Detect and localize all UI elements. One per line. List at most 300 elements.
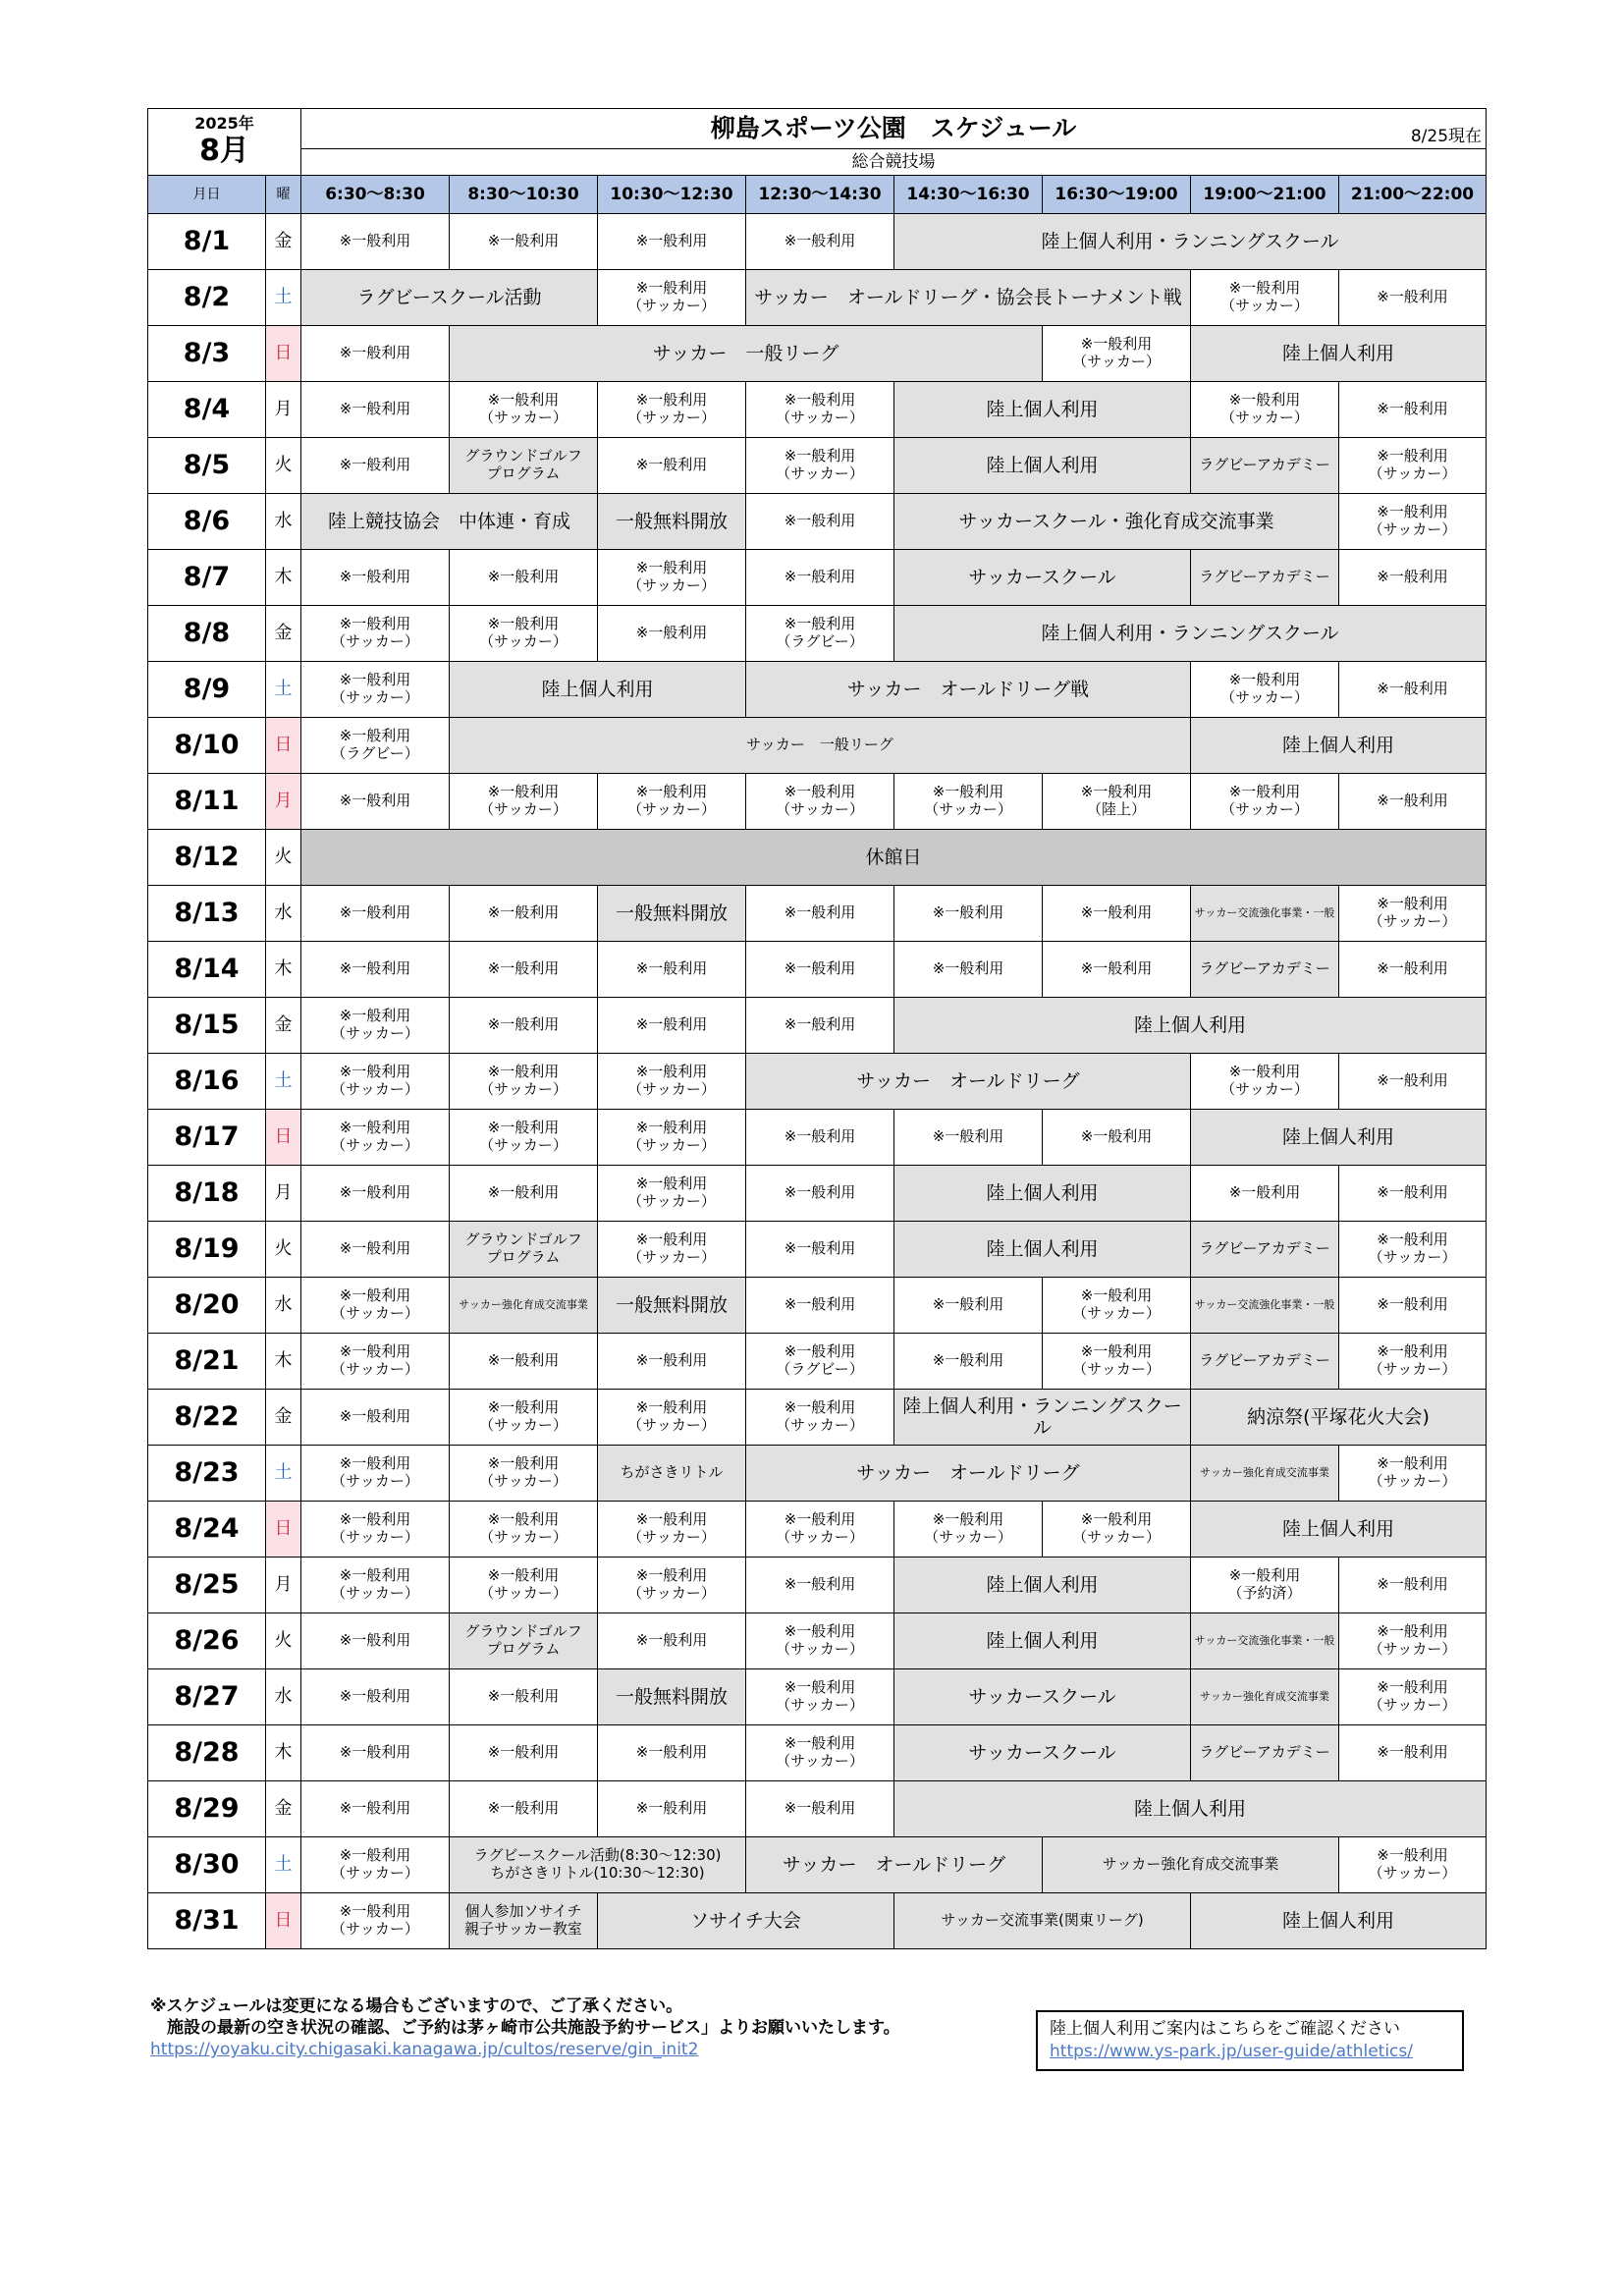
column-header-slot: 19:00～21:00	[1191, 176, 1339, 214]
schedule-cell: ※一般利用	[1339, 774, 1487, 830]
schedule-cell: ※一般利用	[301, 1613, 450, 1669]
schedule-cell: ※一般利用 （サッカー）	[1043, 1502, 1191, 1558]
weekday-cell: 木	[266, 550, 301, 606]
schedule-cell: サッカー オールドリーグ・協会長トーナメント戦	[746, 270, 1191, 326]
table-row	[148, 1502, 1487, 1558]
schedule-cell: ※一般利用 （ラグビー）	[746, 1334, 894, 1390]
schedule-cell: ※一般利用 （サッカー）	[598, 270, 746, 326]
schedule-cell: ※一般利用 （サッカー）	[1339, 886, 1487, 942]
month-label: 8月	[199, 134, 249, 169]
schedule-cell: ※一般利用 （サッカー）	[301, 1110, 450, 1166]
schedule-cell: ※一般利用 （サッカー）	[301, 662, 450, 718]
table-row	[148, 270, 1487, 326]
column-header-slot: 21:00～22:00	[1339, 176, 1487, 214]
weekday-cell: 木	[266, 1725, 301, 1781]
weekday-cell: 土	[266, 662, 301, 718]
schedule-cell: ※一般利用	[301, 1166, 450, 1222]
table-row	[148, 1222, 1487, 1278]
schedule-cell: ※一般利用 （サッカー）	[450, 1054, 598, 1110]
weekday-cell: 土	[266, 1446, 301, 1502]
date-cell: 8/7	[148, 550, 266, 606]
table-row	[148, 1390, 1487, 1446]
schedule-cell: ※一般利用	[450, 1166, 598, 1222]
schedule-cell: ラグビーアカデミー	[1191, 1334, 1339, 1390]
schedule-cell: ※一般利用	[1339, 1054, 1487, 1110]
schedule-cell: サッカー オールドリーグ戦	[746, 662, 1191, 718]
schedule-cell: ※一般利用	[598, 438, 746, 494]
date-cell: 8/1	[148, 214, 266, 270]
schedule-cell: ※一般利用	[450, 214, 598, 270]
schedule-cell: ※一般利用	[598, 1725, 746, 1781]
weekday-cell: 火	[266, 1222, 301, 1278]
schedule-cell: ※一般利用	[598, 942, 746, 998]
weekday-cell: 金	[266, 1781, 301, 1837]
schedule-cell: ※一般利用	[450, 550, 598, 606]
table-row	[148, 214, 1487, 270]
table-row	[148, 886, 1487, 942]
weekday-cell: 木	[266, 1334, 301, 1390]
schedule-cell: ※一般利用	[746, 1166, 894, 1222]
schedule-cell: ※一般利用	[746, 1222, 894, 1278]
schedule-cell: ※一般利用	[1339, 1166, 1487, 1222]
weekday-cell: 月	[266, 1166, 301, 1222]
schedule-cell: 陸上個人利用	[894, 1781, 1487, 1837]
date-cell: 8/3	[148, 326, 266, 382]
schedule-cell: ※一般利用	[301, 326, 450, 382]
schedule-cell: ※一般利用 （サッカー）	[450, 774, 598, 830]
date-cell: 8/26	[148, 1613, 266, 1669]
table-row	[148, 1781, 1487, 1837]
weekday-cell: 日	[266, 1893, 301, 1949]
schedule-cell: ※一般利用	[1191, 1166, 1339, 1222]
table-row	[148, 718, 1487, 774]
schedule-cell: ※一般利用 （サッカー）	[1191, 382, 1339, 438]
schedule-cell: ちがさきリトル	[598, 1446, 746, 1502]
schedule-cell: サッカー交流事業(関東リーグ)	[894, 1893, 1191, 1949]
schedule-cell: ※一般利用 （サッカー）	[598, 1390, 746, 1446]
column-header-date: 月日	[148, 176, 266, 214]
schedule-cell: ※一般利用 （サッカー）	[598, 1502, 746, 1558]
schedule-cell: サッカー交流強化事業・一般	[1191, 1278, 1339, 1334]
schedule-cell: ※一般利用	[894, 1334, 1043, 1390]
weekday-cell: 金	[266, 606, 301, 662]
date-cell: 8/18	[148, 1166, 266, 1222]
schedule-cell: ※一般利用	[746, 1781, 894, 1837]
schedule-cell: ※一般利用 （サッカー）	[746, 1502, 894, 1558]
year-label: 2025年	[194, 114, 254, 134]
weekday-cell: 木	[266, 942, 301, 998]
schedule-cell: ※一般利用 （サッカー）	[1191, 270, 1339, 326]
schedule-cell: ※一般利用 （サッカー）	[301, 1893, 450, 1949]
date-cell: 8/28	[148, 1725, 266, 1781]
schedule-cell: ※一般利用 （サッカー）	[450, 1558, 598, 1613]
weekday-cell: 日	[266, 326, 301, 382]
schedule-cell: 納涼祭(平塚花火大会)	[1191, 1390, 1487, 1446]
schedule-cell: サッカー強化育成交流事業	[450, 1278, 598, 1334]
date-cell: 8/11	[148, 774, 266, 830]
reservation-link[interactable]: https://yoyaku.city.chigasaki.kanagawa.jp/cultos/reserve/gin_init2	[150, 2040, 699, 2060]
schedule-cell: ※一般利用 （サッカー）	[1043, 1278, 1191, 1334]
schedule-cell: ※一般利用 （予約済）	[1191, 1558, 1339, 1613]
table-row	[148, 494, 1487, 550]
weekday-cell: 日	[266, 1110, 301, 1166]
schedule-cell: ※一般利用 （サッカー）	[301, 1334, 450, 1390]
schedule-cell: ※一般利用	[598, 1613, 746, 1669]
schedule-cell: ラグビーアカデミー	[1191, 942, 1339, 998]
schedule-cell: ※一般利用	[450, 998, 598, 1054]
schedule-cell: サッカー オールドリーグ	[746, 1446, 1191, 1502]
schedule-cell: ※一般利用 （サッカー）	[450, 1390, 598, 1446]
weekday-cell: 水	[266, 494, 301, 550]
schedule-cell: ※一般利用 （サッカー）	[746, 1725, 894, 1781]
table-row	[148, 326, 1487, 382]
schedule-cell: ※一般利用	[1339, 270, 1487, 326]
schedule-cell: ※一般利用	[301, 942, 450, 998]
date-cell: 8/6	[148, 494, 266, 550]
weekday-cell: 日	[266, 1502, 301, 1558]
table-row	[148, 1893, 1487, 1949]
schedule-cell: グラウンドゴルフ プログラム	[450, 438, 598, 494]
table-row	[148, 1278, 1487, 1334]
schedule-cell: 陸上個人利用	[894, 382, 1191, 438]
schedule-cell: ※一般利用 （サッカー）	[301, 1837, 450, 1893]
date-cell: 8/17	[148, 1110, 266, 1166]
schedule-cell: ※一般利用	[598, 998, 746, 1054]
schedule-cell: ※一般利用 （サッカー）	[1043, 326, 1191, 382]
schedule-cell: ※一般利用 （サッカー）	[746, 1669, 894, 1725]
table-row	[148, 438, 1487, 494]
table-row	[148, 1334, 1487, 1390]
date-cell: 8/2	[148, 270, 266, 326]
schedule-cell: ※一般利用	[450, 1781, 598, 1837]
date-cell: 8/16	[148, 1054, 266, 1110]
schedule-cell: ※一般利用	[746, 214, 894, 270]
schedule-cell: 一般無料開放	[598, 494, 746, 550]
schedule-cell: ※一般利用 （サッカー）	[598, 1166, 746, 1222]
weekday-cell: 水	[266, 886, 301, 942]
weekday-cell: 土	[266, 270, 301, 326]
schedule-cell: ※一般利用	[598, 214, 746, 270]
date-cell: 8/4	[148, 382, 266, 438]
schedule-cell: ラグビースクール活動(8:30～12:30) ちがさきリトル(10:30～12:30)	[450, 1837, 746, 1893]
schedule-cell: ※一般利用 （サッカー）	[894, 774, 1043, 830]
schedule-cell: ※一般利用 （サッカー）	[746, 438, 894, 494]
schedule-cell: ※一般利用	[598, 1334, 746, 1390]
schedule-cell: ※一般利用	[1339, 550, 1487, 606]
table-row	[148, 1613, 1487, 1669]
date-cell: 8/13	[148, 886, 266, 942]
date-cell: 8/20	[148, 1278, 266, 1334]
schedule-cell: 一般無料開放	[598, 886, 746, 942]
weekday-cell: 火	[266, 1613, 301, 1669]
schedule-cell: 陸上個人利用	[1191, 1110, 1487, 1166]
schedule-cell: ※一般利用 （サッカー）	[301, 998, 450, 1054]
table-row	[148, 1669, 1487, 1725]
schedule-cell: サッカー オールドリーグ	[746, 1054, 1191, 1110]
weekday-cell: 金	[266, 214, 301, 270]
schedule-cell: ※一般利用	[1339, 382, 1487, 438]
schedule-cell: ラグビーアカデミー	[1191, 1222, 1339, 1278]
schedule-cell: ※一般利用 （サッカー）	[450, 1502, 598, 1558]
column-header-weekday: 曜	[266, 176, 301, 214]
schedule-cell: 一般無料開放	[598, 1278, 746, 1334]
schedule-cell: ※一般利用 （サッカー）	[1339, 1613, 1487, 1669]
schedule-cell: ※一般利用	[450, 942, 598, 998]
table-row	[148, 942, 1487, 998]
schedule-cell: ラグビースクール活動	[301, 270, 598, 326]
schedule-cell: ※一般利用 （サッカー）	[746, 1613, 894, 1669]
schedule-sheet	[147, 108, 1487, 1949]
date-cell: 8/5	[148, 438, 266, 494]
schedule-cell: サッカー交流強化事業・一般	[1191, 886, 1339, 942]
date-cell: 8/22	[148, 1390, 266, 1446]
schedule-cell: ※一般利用	[301, 1669, 450, 1725]
date-cell: 8/23	[148, 1446, 266, 1502]
weekday-cell: 月	[266, 774, 301, 830]
schedule-cell: ※一般利用	[1339, 1558, 1487, 1613]
weekday-cell: 土	[266, 1054, 301, 1110]
schedule-cell: ※一般利用	[301, 550, 450, 606]
schedule-cell: ※一般利用 （サッカー）	[598, 1222, 746, 1278]
schedule-cell: ※一般利用 （サッカー）	[1191, 774, 1339, 830]
schedule-cell: ※一般利用	[450, 1725, 598, 1781]
column-header-slot: 16:30～19:00	[1043, 176, 1191, 214]
table-row	[148, 550, 1487, 606]
table-row	[148, 606, 1487, 662]
month-header	[148, 109, 301, 176]
schedule-cell: ※一般利用 （サッカー）	[1339, 1669, 1487, 1725]
schedule-cell: サッカー強化育成交流事業	[1191, 1669, 1339, 1725]
schedule-cell: ※一般利用 （サッカー）	[598, 774, 746, 830]
schedule-cell: ※一般利用	[894, 886, 1043, 942]
table-row	[148, 662, 1487, 718]
schedule-cell: ※一般利用 （サッカー）	[1191, 1054, 1339, 1110]
schedule-cell: ※一般利用	[1043, 942, 1191, 998]
schedule-cell: ※一般利用 （サッカー）	[450, 1446, 598, 1502]
schedule-cell: サッカースクール	[894, 1669, 1191, 1725]
note-line-2: 施設の最新の空き状況の確認、ご予約は茅ヶ崎市公共施設予約サービス」よりお願いいたします。	[150, 2018, 900, 2039]
table-row	[148, 1837, 1487, 1893]
schedule-cell: ※一般利用 （サッカー）	[1339, 1446, 1487, 1502]
schedule-cell: ※一般利用	[894, 1110, 1043, 1166]
date-cell: 8/10	[148, 718, 266, 774]
schedule-cell: ※一般利用	[746, 1278, 894, 1334]
schedule-cell: 陸上競技協会 中体連・育成	[301, 494, 598, 550]
schedule-cell: ※一般利用 （サッカー）	[450, 1110, 598, 1166]
schedule-cell: ※一般利用 （サッカー）	[1339, 1837, 1487, 1893]
table-row	[148, 1446, 1487, 1502]
schedule-cell: ※一般利用	[450, 1669, 598, 1725]
schedule-cell: ※一般利用	[301, 774, 450, 830]
schedule-cell: ※一般利用	[450, 886, 598, 942]
schedule-cell: 陸上個人利用	[894, 1166, 1191, 1222]
schedule-cell: ※一般利用	[598, 606, 746, 662]
schedule-cell: ※一般利用	[301, 886, 450, 942]
schedule-cell: ※一般利用 （サッカー）	[746, 1390, 894, 1446]
schedule-cell: ※一般利用	[301, 1781, 450, 1837]
schedule-cell: ※一般利用 （サッカー）	[894, 1502, 1043, 1558]
schedule-cell: サッカー強化育成交流事業	[1191, 1446, 1339, 1502]
schedule-cell: ※一般利用	[1043, 886, 1191, 942]
column-header-slot: 8:30～10:30	[450, 176, 598, 214]
column-header-slot: 10:30～12:30	[598, 176, 746, 214]
as-of-date: 8/25現在	[1410, 126, 1483, 146]
schedule-cell: 陸上個人利用・ランニングスクール	[894, 214, 1487, 270]
schedule-cell: ※一般利用	[301, 1390, 450, 1446]
schedule-cell: ※一般利用 （ラグビー）	[301, 718, 450, 774]
date-cell: 8/24	[148, 1502, 266, 1558]
schedule-cell: ※一般利用	[746, 1558, 894, 1613]
schedule-cell: グラウンドゴルフ プログラム	[450, 1222, 598, 1278]
schedule-cell: ※一般利用	[301, 1222, 450, 1278]
weekday-cell: 金	[266, 1390, 301, 1446]
schedule-cell: ※一般利用 （サッカー）	[598, 1054, 746, 1110]
schedule-cell: ※一般利用 （サッカー）	[746, 774, 894, 830]
schedule-cell: 陸上個人利用	[1191, 718, 1487, 774]
date-cell: 8/19	[148, 1222, 266, 1278]
schedule-cell: ※一般利用	[450, 1334, 598, 1390]
date-cell: 8/30	[148, 1837, 266, 1893]
schedule-cell: ※一般利用 （サッカー）	[450, 606, 598, 662]
schedule-cell: ※一般利用 （サッカー）	[301, 1558, 450, 1613]
date-cell: 8/12	[148, 830, 266, 886]
note-line-1: ※スケジュールは変更になる場合もございますので、ご了承ください。	[150, 1996, 683, 2016]
schedule-cell: ※一般利用	[1043, 1110, 1191, 1166]
date-cell: 8/31	[148, 1893, 266, 1949]
schedule-cell: 陸上個人利用・ランニングスクール	[894, 1390, 1191, 1446]
table-row	[148, 1558, 1487, 1613]
weekday-cell: 水	[266, 1278, 301, 1334]
schedule-cell: サッカー交流強化事業・一般	[1191, 1613, 1339, 1669]
schedule-cell: 陸上個人利用	[1191, 1502, 1487, 1558]
column-header-slot: 6:30～8:30	[301, 176, 450, 214]
page-title	[301, 109, 1487, 149]
weekday-cell: 金	[266, 998, 301, 1054]
weekday-cell: 火	[266, 438, 301, 494]
table-row	[148, 382, 1487, 438]
date-cell: 8/8	[148, 606, 266, 662]
schedule-cell: ※一般利用	[1339, 1278, 1487, 1334]
schedule-cell: ※一般利用	[1339, 942, 1487, 998]
schedule-cell: ラグビーアカデミー	[1191, 550, 1339, 606]
schedule-cell: ※一般利用	[746, 942, 894, 998]
date-cell: 8/15	[148, 998, 266, 1054]
schedule-cell: ※一般利用 （サッカー）	[1339, 438, 1487, 494]
schedule-cell: ※一般利用 （サッカー）	[450, 382, 598, 438]
schedule-cell: ※一般利用	[301, 214, 450, 270]
schedule-cell: ※一般利用	[746, 886, 894, 942]
date-cell: 8/14	[148, 942, 266, 998]
schedule-cell: ※一般利用	[301, 382, 450, 438]
athletics-info-text: 陸上個人利用ご案内はこちらをご確認ください	[1050, 2019, 1400, 2039]
schedule-cell: ※一般利用 （サッカー）	[301, 1502, 450, 1558]
schedule-cell: 陸上個人利用	[894, 1558, 1191, 1613]
schedule-cell: サッカー 一般リーグ	[450, 326, 1043, 382]
schedule-cell: ソサイチ大会	[598, 1893, 894, 1949]
schedule-cell: 陸上個人利用	[894, 1613, 1191, 1669]
column-header-row	[148, 176, 1487, 214]
schedule-cell: ※一般利用	[746, 494, 894, 550]
table-row	[148, 1110, 1487, 1166]
notes	[150, 1995, 900, 2060]
schedule-cell: ※一般利用 （サッカー）	[301, 606, 450, 662]
schedule-cell: サッカー 一般リーグ	[450, 718, 1191, 774]
schedule-cell: ※一般利用	[894, 1278, 1043, 1334]
schedule-cell: ラグビーアカデミー	[1191, 1725, 1339, 1781]
schedule-cell: ※一般利用 （サッカー）	[598, 1110, 746, 1166]
schedule-cell: ※一般利用 （サッカー）	[1043, 1334, 1191, 1390]
schedule-cell: 個人参加ソサイチ 親子サッカー教室	[450, 1893, 598, 1949]
schedule-cell: ※一般利用 （陸上）	[1043, 774, 1191, 830]
schedule-cell: 陸上個人利用	[894, 1222, 1191, 1278]
schedule-cell: サッカー強化育成交流事業	[1043, 1837, 1339, 1893]
schedule-cell: ※一般利用	[746, 1110, 894, 1166]
schedule-table	[147, 108, 1487, 1949]
schedule-cell: ※一般利用 （サッカー）	[1339, 1222, 1487, 1278]
schedule-cell: サッカースクール	[894, 1725, 1191, 1781]
table-row	[148, 774, 1487, 830]
schedule-cell: ※一般利用	[301, 438, 450, 494]
weekday-cell: 日	[266, 718, 301, 774]
schedule-cell: 陸上個人利用	[894, 438, 1191, 494]
schedule-cell: ※一般利用 （サッカー）	[301, 1446, 450, 1502]
weekday-cell: 月	[266, 1558, 301, 1613]
date-cell: 8/21	[148, 1334, 266, 1390]
weekday-cell: 火	[266, 830, 301, 886]
schedule-cell: ※一般利用	[746, 550, 894, 606]
schedule-cell: 陸上個人利用	[894, 998, 1487, 1054]
table-row	[148, 1054, 1487, 1110]
schedule-cell: 一般無料開放	[598, 1669, 746, 1725]
schedule-cell: 陸上個人利用	[450, 662, 746, 718]
schedule-cell: ※一般利用 （サッカー）	[746, 382, 894, 438]
schedule-cell: 陸上個人利用・ランニングスクール	[894, 606, 1487, 662]
schedule-cell: ※一般利用 （サッカー）	[1339, 494, 1487, 550]
schedule-cell: ※一般利用 （サッカー）	[598, 1558, 746, 1613]
table-row	[148, 830, 1487, 886]
athletics-info-box	[1036, 2010, 1464, 2071]
schedule-cell: ラグビーアカデミー	[1191, 438, 1339, 494]
athletics-info-link[interactable]: https://www.ys-park.jp/user-guide/athletics/	[1050, 2041, 1413, 2061]
weekday-cell: 土	[266, 1837, 301, 1893]
date-cell: 8/9	[148, 662, 266, 718]
closed-day-cell: 休館日	[301, 830, 1487, 886]
schedule-cell: ※一般利用 （サッカー）	[1191, 662, 1339, 718]
schedule-cell: グラウンドゴルフ プログラム	[450, 1613, 598, 1669]
schedule-cell: ※一般利用 （サッカー）	[598, 382, 746, 438]
schedule-cell: ※一般利用 （サッカー）	[1339, 1334, 1487, 1390]
schedule-cell: ※一般利用	[894, 942, 1043, 998]
schedule-cell: ※一般利用	[746, 998, 894, 1054]
column-header-slot: 14:30～16:30	[894, 176, 1043, 214]
table-row	[148, 1725, 1487, 1781]
weekday-cell: 月	[266, 382, 301, 438]
schedule-cell: 陸上個人利用	[1191, 326, 1487, 382]
date-cell: 8/29	[148, 1781, 266, 1837]
schedule-cell: ※一般利用	[1339, 1725, 1487, 1781]
schedule-cell: ※一般利用 （ラグビー）	[746, 606, 894, 662]
table-row	[148, 1166, 1487, 1222]
schedule-cell: ※一般利用	[301, 1725, 450, 1781]
schedule-cell: サッカースクール	[894, 550, 1191, 606]
schedule-cell: 陸上個人利用	[1191, 1893, 1487, 1949]
title-text: 柳島スポーツ公園 スケジュール	[710, 114, 1077, 143]
schedule-cell: ※一般利用 （サッカー）	[301, 1054, 450, 1110]
schedule-cell: ※一般利用	[1339, 662, 1487, 718]
date-cell: 8/25	[148, 1558, 266, 1613]
venue-label: 総合競技場	[301, 149, 1487, 176]
date-cell: 8/27	[148, 1669, 266, 1725]
